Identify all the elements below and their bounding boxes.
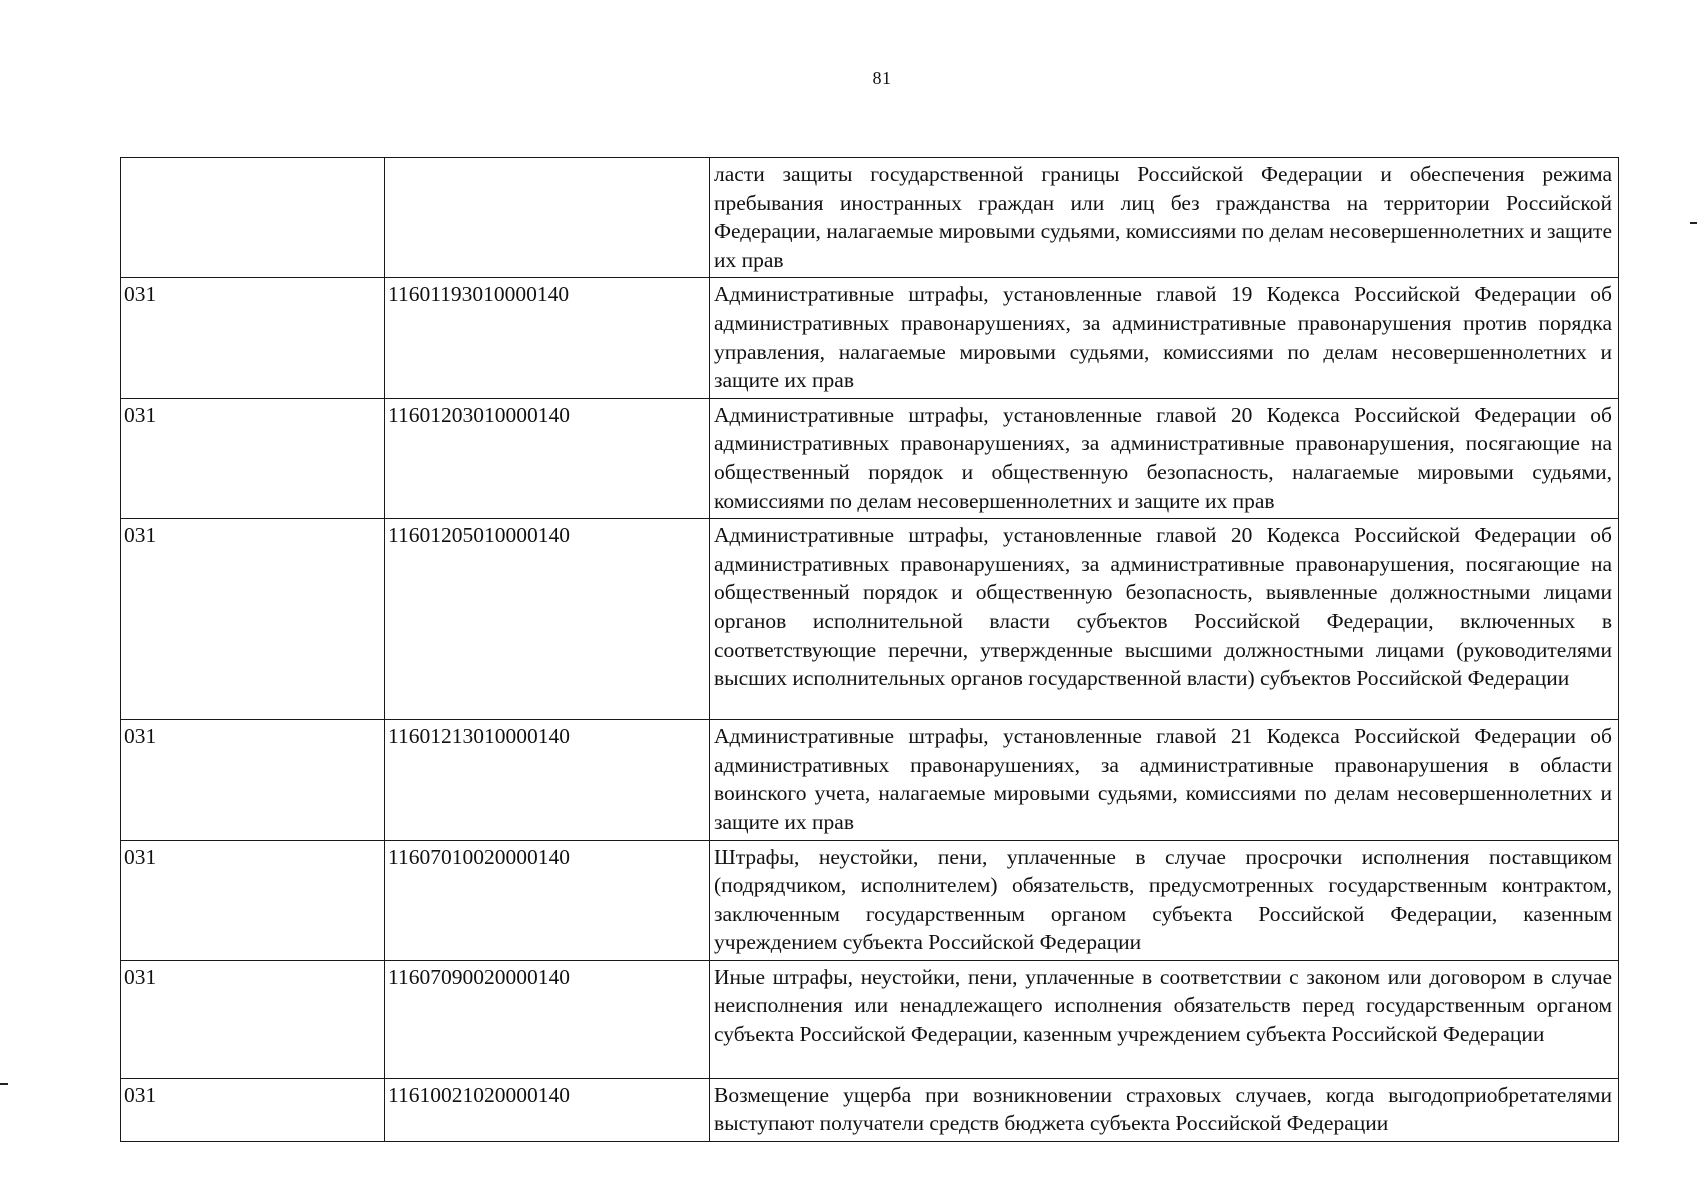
description-cell: Административные штрафы, установленные главой 20 Кодекса Российской Федерации об административных правонарушениях, за административные правонарушения, посягающие на общественный порядок и общественную безопасность, налагаемые мировыми судьями, комиссиями по делам несовершеннолетних и защите их прав	[710, 398, 1619, 518]
revenue-code-cell: 11607090020000140	[385, 960, 710, 1078]
description-cell: Административные штрафы, установленные главой 21 Кодекса Российской Федерации об административных правонарушениях, за административные правонарушения в области воинского учета, налагаемые мировыми судьями, комиссиями по делам несовершеннолетних и защите их прав	[710, 720, 1619, 840]
revenue-code-cell: 11601203010000140	[385, 398, 710, 518]
revenue-code-cell: 11601193010000140	[385, 278, 710, 398]
description-cell: Иные штрафы, неустойки, пени, уплаченные в соответствии с законом или договором в случае неисполнения или ненадлежащего исполнения обязательств перед государственным органом субъекта Российской Федерации, казенным учреждением субъекта Российской Федерации	[710, 960, 1619, 1078]
scan-edge-mark-right	[1690, 222, 1697, 224]
description-cell: ласти защиты государственной границы Российской Федерации и обеспечения режима пребывания иностранных граждан или лиц без гражданства на территории Российской Федерации, налагаемые мировыми судьями, комиссиями по делам несовершеннолетних и защите их прав	[710, 158, 1619, 278]
table-row	[121, 840, 1619, 960]
table-row	[121, 158, 1619, 278]
table-row	[121, 720, 1619, 840]
admin-code-cell: 031	[121, 278, 385, 398]
revenue-code-cell: 11610021020000140	[385, 1078, 710, 1141]
description-cell: Административные штрафы, установленные главой 20 Кодекса Российской Федерации об административных правонарушениях, за административные правонарушения, посягающие на общественный порядок и общественную безопасность, выявленные должностными лицами органов исполнительной власти субъектов Российской Федерации, включенных в соответствующие перечни, утвержденные высшими должностными лицами (руководителями высших исполнительных органов государственной власти) субъектов Российской Федерации	[710, 519, 1619, 720]
table-row	[121, 278, 1619, 398]
admin-code-cell: 031	[121, 519, 385, 720]
admin-code-cell: 031	[121, 1078, 385, 1141]
table-row	[121, 960, 1619, 1078]
admin-code-cell: 031	[121, 720, 385, 840]
revenue-code-cell	[385, 158, 710, 278]
revenue-codes-table	[120, 157, 1619, 1142]
page-number: 81	[872, 68, 892, 88]
description-cell: Возмещение ущерба при возникновении страховых случаев, когда выгодоприобретателями выступают получатели средств бюджета субъекта Российской Федерации	[710, 1078, 1619, 1141]
revenue-code-cell: 11607010020000140	[385, 840, 710, 960]
description-cell: Штрафы, неустойки, пени, уплаченные в случае просрочки исполнения поставщиком (подрядчиком, исполнителем) обязательств, предусмотренных государственным контрактом, заключенным государственным органом субъекта Российской Федерации, казенным учреждением субъекта Российской Федерации	[710, 840, 1619, 960]
admin-code-cell	[121, 158, 385, 278]
admin-code-cell: 031	[121, 960, 385, 1078]
revenue-code-cell: 11601213010000140	[385, 720, 710, 840]
table-row	[121, 1078, 1619, 1141]
table-row	[121, 398, 1619, 518]
admin-code-cell: 031	[121, 840, 385, 960]
revenue-code-cell: 11601205010000140	[385, 519, 710, 720]
scan-edge-mark-left	[0, 1083, 8, 1085]
table-row	[121, 519, 1619, 720]
admin-code-cell: 031	[121, 398, 385, 518]
description-cell: Административные штрафы, установленные главой 19 Кодекса Российской Федерации об административных правонарушениях, за административные правонарушения против порядка управления, налагаемые мировыми судьями, комиссиями по делам несовершеннолетних и защите их прав	[710, 278, 1619, 398]
